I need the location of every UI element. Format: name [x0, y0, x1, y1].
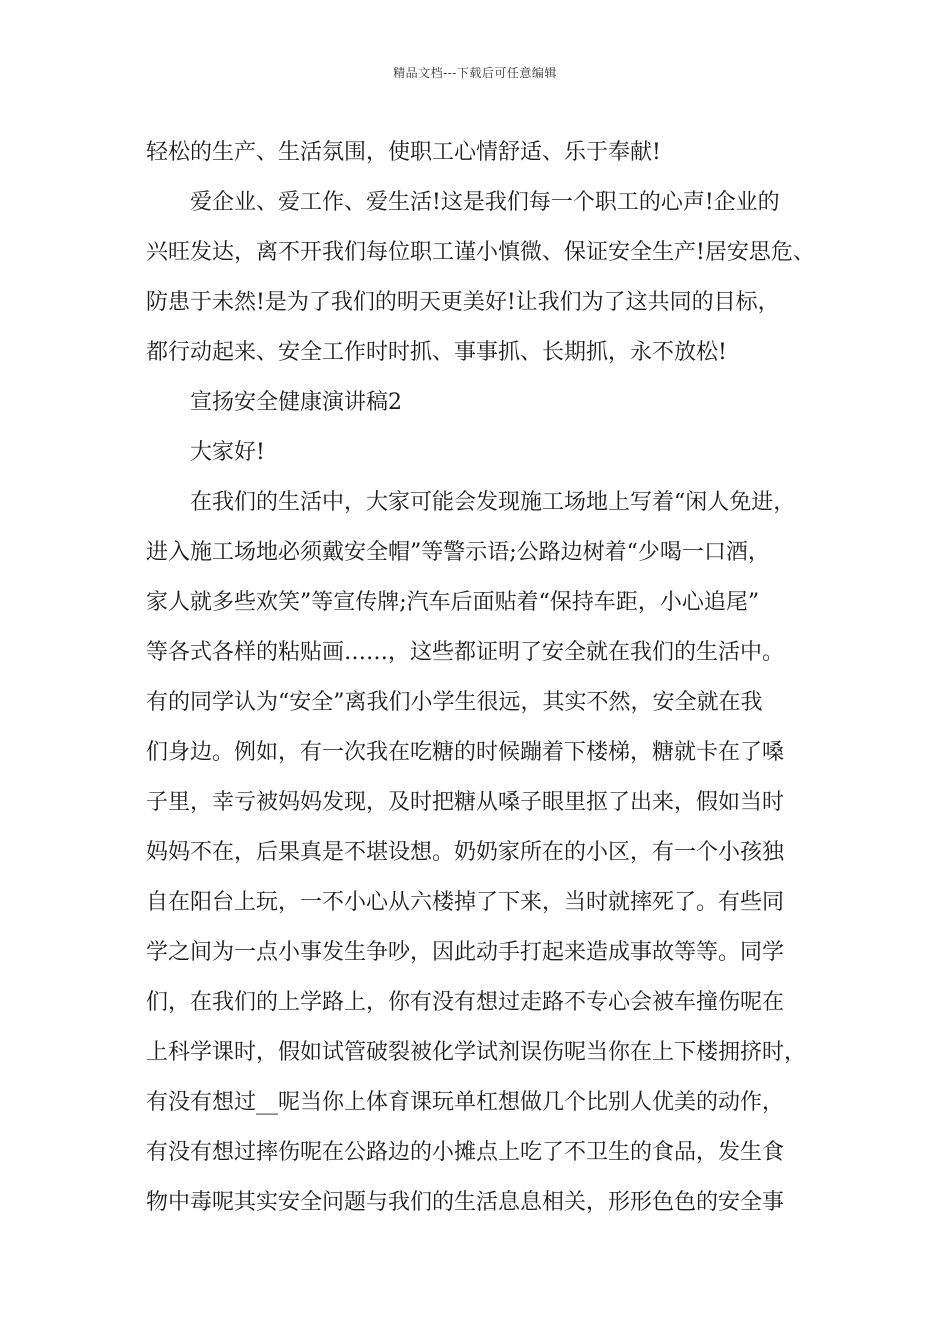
text-line: 们身边。例如，有一次我在吃糖的时候蹦着下楼梯，糖就卡在了嗓	[146, 740, 785, 765]
text-line: 防患于未然!是为了我们的明天更美好!让我们为了这共同的目标，	[146, 290, 780, 315]
text-line: 自在阳台上玩，一不小心从六楼掉了下来，当时就摔死了。有些同	[146, 890, 785, 915]
text-line: 兴旺发达，离不开我们每位职工谨小慎微、保证安全生产!居安思危、	[146, 240, 815, 265]
text-line: 有的同学认为“安全”离我们小学生很远，其实不然，安全就在我	[146, 690, 763, 715]
text-line: 学之间为一点小事发生争吵，因此动手打起来造成事故等等。同学	[146, 940, 785, 965]
text-line: 们，在我们的上学路上，你有没有想过走路不专心会被车撞伤呢在	[146, 990, 785, 1015]
text-line: 有没有想过__呢当你上体育课玩单杠想做几个比别人优美的动作，	[146, 1090, 785, 1115]
document-body	[146, 128, 836, 1228]
page-header: 精品文档---下载后可任意编辑	[393, 66, 557, 80]
section-title: 宣扬安全健康演讲稿2	[190, 390, 402, 415]
text-line: 上科学课时，假如试管破裂被化学试剂误伤呢当你在上下楼拥挤时，	[146, 1040, 807, 1065]
text-line: 子里，幸亏被妈妈发现，及时把糖从嗓子眼里抠了出来，假如当时	[146, 790, 785, 815]
text-line: 妈妈不在，后果真是不堪设想。奶奶家所在的小区，有一个小孩独	[146, 840, 785, 865]
text-line: 都行动起来、安全工作时时抓、事事抓、长期抓，永不放松!	[146, 340, 727, 365]
greeting: 大家好!	[190, 440, 265, 465]
text-line: 有没有想过摔伤呢在公路边的小摊点上吃了不卫生的食品，发生食	[146, 1140, 785, 1165]
text-line: 等各式各样的粘贴画……，这些都证明了安全就在我们的生活中。	[146, 640, 785, 665]
text-line: 家人就多些欢笑”等宣传牌;汽车后面贴着“保持车距，小心追尾”	[146, 590, 760, 615]
text-line: 进入施工场地必须戴安全帽”等警示语;公路边树着“少喝一口酒，	[146, 540, 770, 565]
text-line: 爱企业、爱工作、爱生活!这是我们每一个职工的心声!企业的	[190, 190, 780, 215]
text-line: 物中毒呢其实安全问题与我们的生活息息相关，形形色色的安全事	[146, 1190, 785, 1215]
text-line: 轻松的生产、生活氛围，使职工心情舒适、乐于奉献!	[146, 140, 661, 165]
text-line: 在我们的生活中，大家可能会发现施工场地上写着“闲人免进，	[190, 490, 796, 515]
